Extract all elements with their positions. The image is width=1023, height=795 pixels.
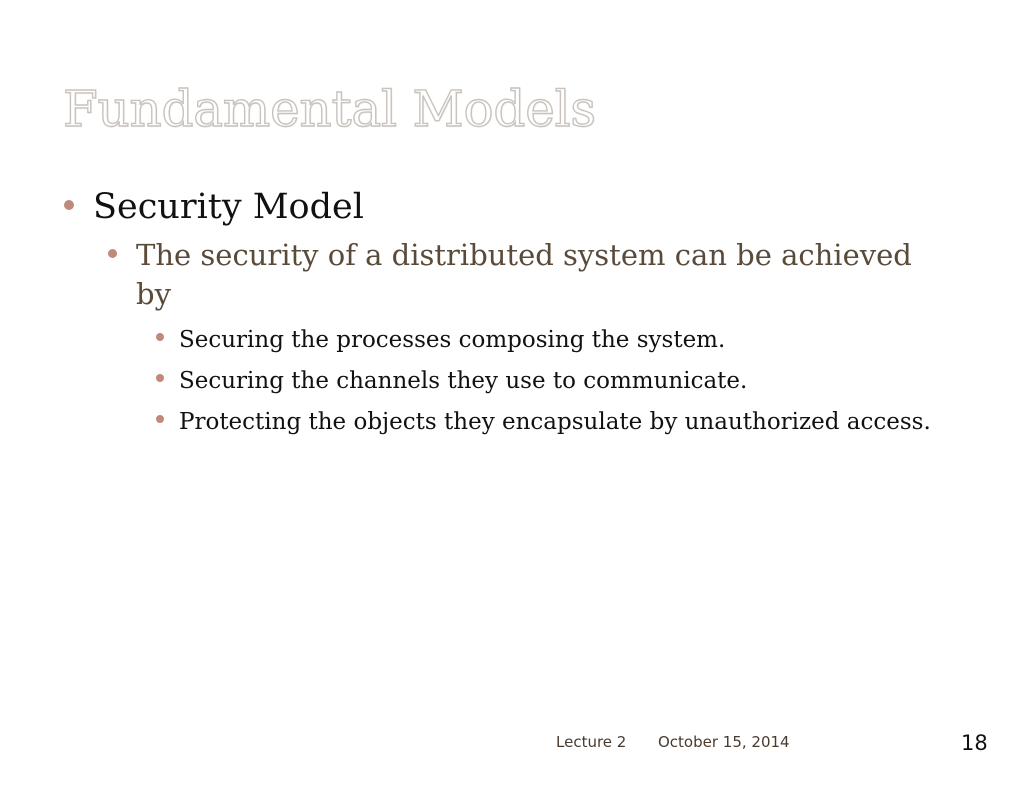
footer-date: October 15, 2014: [658, 733, 790, 751]
bullet-dot-icon: [156, 415, 164, 423]
bullet-dot-icon: [156, 333, 164, 341]
bullet-text: Security Model: [93, 187, 364, 227]
bullet-text: Protecting the objects they encapsulate by unauthorized access.: [179, 409, 931, 435]
footer-lecture: Lecture 2: [556, 733, 627, 751]
slide-number: 18: [961, 731, 988, 755]
bullet-level3-securing-processes: [179, 322, 949, 359]
bullet-level2-security-achieved: [136, 236, 936, 314]
bullet-level3-securing-channels: [179, 363, 949, 400]
bullet-dot-icon: [156, 374, 164, 382]
bullet-text: The security of a distributed system can be achieved by: [136, 238, 912, 311]
bullet-level1-security-model: [93, 186, 364, 228]
bullet-level3-protecting-objects: [179, 404, 949, 441]
bullet-dot-icon: [64, 200, 74, 210]
bullet-dot-icon: [108, 249, 117, 258]
slide-title: Fundamental Models: [63, 80, 596, 138]
bullet-text: Securing the channels they use to communicate.: [179, 368, 748, 394]
bullet-text: Securing the processes composing the system.: [179, 327, 726, 353]
